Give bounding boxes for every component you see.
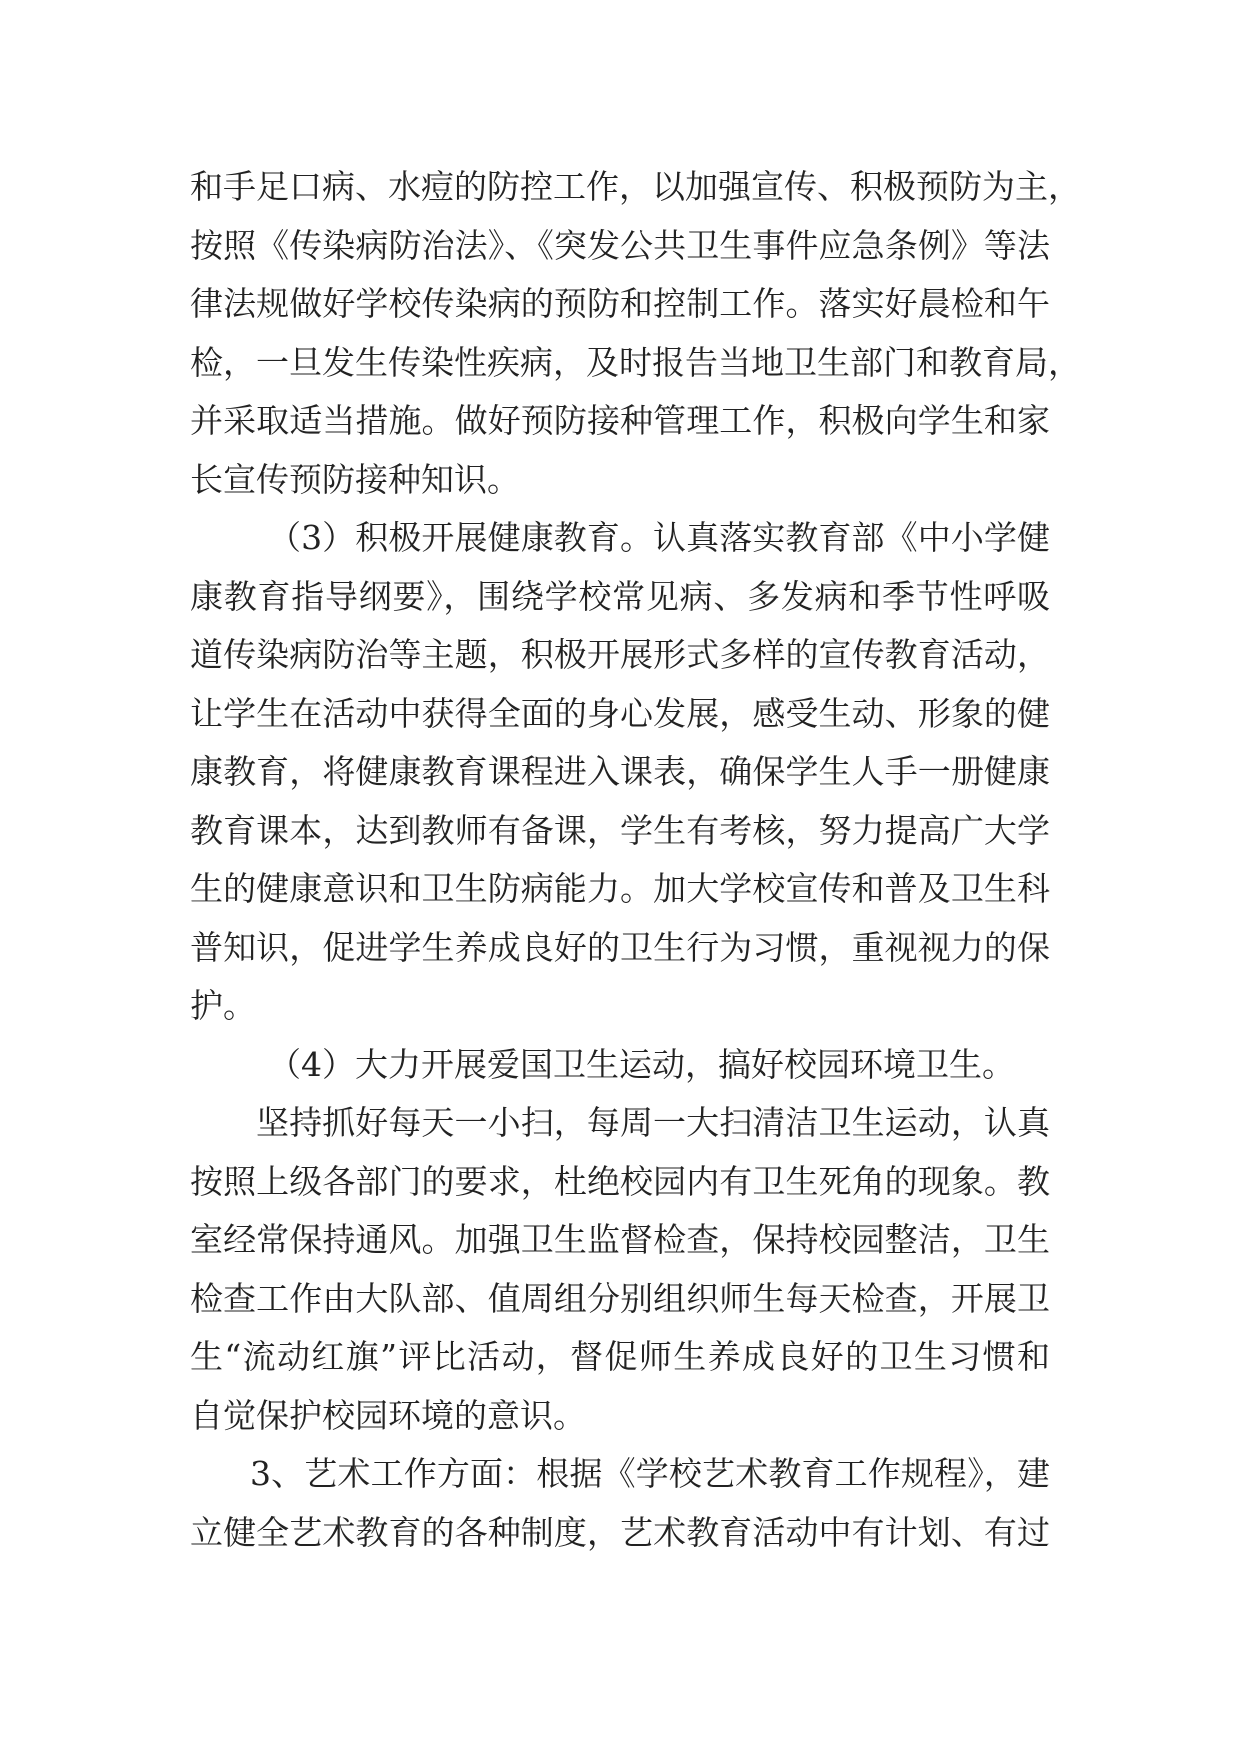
- text-line: 室经常保持通风。加强卫生监督检查，保持校园整洁，卫生: [190, 1220, 1050, 1259]
- text-line: 康教育，将健康教育课程进入课表，确保学生人手一册健康: [190, 752, 1050, 791]
- text-line: 立健全艺术教育的各种制度，艺术教育活动中有计划、有过: [190, 1512, 1050, 1552]
- body-text: [190, 158, 1081, 1562]
- text-line: 道传染病防治等主题，积极开展形式多样的宣传教育活动，: [190, 635, 1050, 674]
- text-line: 护。: [190, 986, 256, 1025]
- text-line: 生“流动红旗”评比活动，督促师生养成良好的卫生习惯和: [190, 1337, 1050, 1376]
- text-line: 让学生在活动中获得全面的身心发展，感受生动、形象的健: [190, 693, 1050, 733]
- text-line: 康教育指导纲要》，围绕学校常见病、多发病和季节性呼吸: [190, 576, 1050, 616]
- text-line: 检，一旦发生传染性疾病，及时报告当地卫生部门和教育局，: [190, 342, 1081, 382]
- text-line: 律法规做好学校传染病的预防和控制工作。落实好晨检和午: [190, 284, 1050, 323]
- text-line: 按照上级各部门的要求，杜绝校园内有卫生死角的现象。教: [190, 1161, 1050, 1201]
- text-line: 按照《传染病防治法》、《突发公共卫生事件应急条例》等法: [190, 225, 1050, 265]
- text-line: 普知识，促进学生养成良好的卫生行为习惯，重视视力的保: [190, 927, 1050, 967]
- paragraph-start-line: 坚持抓好每天一小扫，每周一大扫清洁卫生运动，认真: [256, 1103, 1050, 1142]
- text-line: 生的健康意识和卫生防病能力。加大学校宣传和普及卫生科: [190, 869, 1050, 908]
- text-line: 检查工作由大队部、值周组分别组织师生每天检查，开展卫: [190, 1278, 1050, 1318]
- section-heading-line: （4）大力开展爱国卫生运动，搞好校园环境卫生。: [268, 1044, 1015, 1084]
- paragraph-start-line: （3）积极开展健康教育。认真落实教育部《中小学健: [268, 518, 1050, 557]
- text-line: 并采取适当措施。做好预防接种管理工作，积极向学生和家: [190, 401, 1050, 440]
- text-line: 长宣传预防接种知识。: [190, 459, 520, 499]
- text-line: 和手足口病、水痘的防控工作，以加强宣传、积极预防为主，: [190, 167, 1081, 206]
- text-line: 自觉保护校园环境的意识。: [190, 1395, 586, 1435]
- text-line: 教育课本，达到教师有备课，学生有考核，努力提高广大学: [190, 810, 1050, 850]
- paragraph-start-line: 3、艺术工作方面：根据《学校艺术教育工作规程》，建: [250, 1454, 1050, 1493]
